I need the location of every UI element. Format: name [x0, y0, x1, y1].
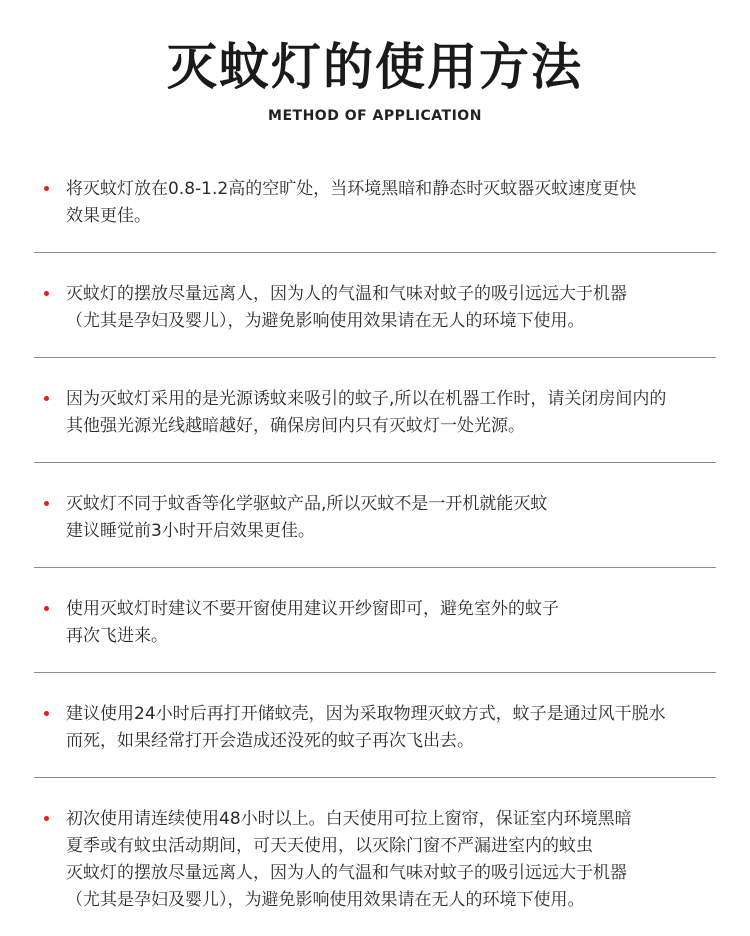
- bullet-dot-icon: [44, 501, 49, 506]
- bullet-dot-icon: [44, 396, 49, 401]
- list-item: [34, 483, 716, 568]
- item-text-line: 使用灭蚊灯时建议不要开窗使用建议开纱窗即可，避免室外的蚊子: [66, 599, 559, 619]
- item-text-line: 效果更佳。: [66, 206, 151, 226]
- item-text-line: 再次飞进来。: [66, 626, 168, 646]
- list-item: [34, 168, 716, 253]
- bullet-dot-icon: [44, 711, 49, 716]
- item-text-line: 建议睡觉前3小时开启效果更佳。: [66, 521, 315, 541]
- list-item: [34, 273, 716, 358]
- instruction-list: [0, 168, 750, 936]
- item-text-line: 灭蚊灯不同于蚊香等化学驱蚊产品,所以灭蚊不是一开机就能灭蚊: [66, 494, 548, 514]
- item-text-line: 夏季或有蚊虫活动期间，可天天使用，以灭除门窗不严漏进室内的蚊虫: [66, 836, 593, 856]
- page-subtitle: METHOD OF APPLICATION: [268, 108, 482, 124]
- page-title: 灭蚊灯的使用方法: [167, 38, 583, 96]
- list-item: [34, 798, 716, 936]
- item-text-line: 因为灭蚊灯采用的是光源诱蚊来吸引的蚊子,所以在机器工作时，请关闭房间内的: [66, 389, 667, 409]
- bullet-dot-icon: [44, 606, 49, 611]
- item-text-line: 而死，如果经常打开会造成还没死的蚊子再次飞出去。: [66, 731, 474, 751]
- item-text-line: （尤其是孕妇及婴儿），为避免影响使用效果请在无人的环境下使用。: [66, 890, 585, 910]
- list-item: [34, 378, 716, 463]
- item-text-line: 将灭蚊灯放在0.8-1.2高的空旷处，当环境黑暗和静态时灭蚊器灭蚊速度更快: [66, 179, 637, 199]
- list-item: [34, 693, 716, 778]
- list-item: [34, 588, 716, 673]
- item-text-line: 建议使用24小时后再打开储蚊壳，因为采取物理灭蚊方式，蚊子是通过风干脱水: [66, 704, 666, 724]
- item-text-line: 其他强光源光线越暗越好，确保房间内只有灭蚊灯一处光源。: [66, 416, 525, 436]
- bullet-dot-icon: [44, 186, 49, 191]
- item-text-line: 灭蚊灯的摆放尽量远离人，因为人的气温和气味对蚊子的吸引远远大于机器: [66, 863, 627, 883]
- item-text-line: 初次使用请连续使用48小时以上。白天使用可拉上窗帘，保证室内环境黑暗: [66, 809, 632, 829]
- item-text-line: 灭蚊灯的摆放尽量远离人，因为人的气温和气味对蚊子的吸引远远大于机器: [66, 284, 627, 304]
- item-text-line: （尤其是孕妇及婴儿），为避免影响使用效果请在无人的环境下使用。: [66, 311, 585, 331]
- bullet-dot-icon: [44, 816, 49, 821]
- bullet-dot-icon: [44, 291, 49, 296]
